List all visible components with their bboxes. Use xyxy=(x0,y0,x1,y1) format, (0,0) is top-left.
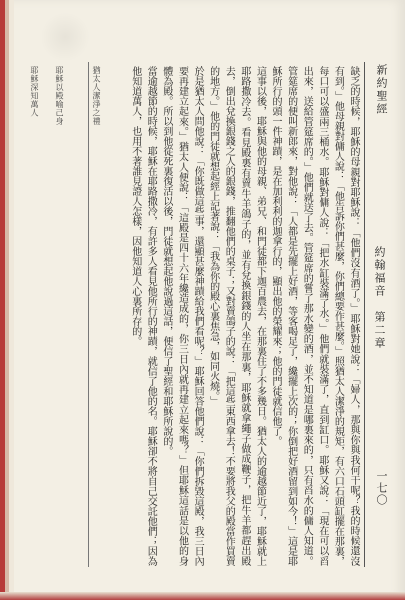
marginal-note-2: 耶穌以殿喻己身 xyxy=(55,66,64,126)
marginal-note-1: 猶太人潔淨之禮 xyxy=(92,66,101,126)
paragraph-3: 於是猶太人問他說：「你既做這些事，還顯甚麼神蹟給我們看呢？」耶穌回答他們說：「你們拆毀這殿，我三日內要再建立起來。」猶太人便說：「這殿是四十六年纔造成的，你三日內就再建立起來嗎？」但耶穌這話是以他的身體為殿。所以到他從死裏復活以後，門徒就想起他說過這話，便信了聖經和耶穌所說的。 xyxy=(160,66,204,566)
running-head-chapter: 約翰福音 第二章 xyxy=(373,246,386,350)
notes-divider xyxy=(88,62,89,567)
running-head-book: 新約聖經 xyxy=(375,64,388,116)
paragraph-2: 這事以後，耶穌與他的母親、弟兄、和門徒都下迦百農去，在那裏住了不多幾日。猶太人的逾越節近了，耶穌就上耶路撒冷去。看見殿裏有賣牛羊鴿子的，並有兌換銀錢的人坐在那裏，耶穌就拿繩子做成鞭子，把牛羊都趕出殿去，倒出兌換銀錢之人的銀錢，推翻他們的桌子；又對賣鴿子的說：「把這些東西拿去！不要將我父的殿當作買賣的地方。」他的門徒就想起經上記著說：「我為你的殿心裏焦急，如同火燒。」 xyxy=(207,66,266,566)
show-through-shadow xyxy=(40,12,90,62)
page-edge-bottom xyxy=(0,592,405,600)
paragraph-4: 當逾越節的時候，耶穌在耶路撒冷，有許多人看見他所行的神蹟，就信了他的名。耶穌卻不將自己交託他們；因為他知道萬人，也用不著誰見證人怎樣，因他知道人心裏所存的。 xyxy=(129,66,157,566)
page-edge-left xyxy=(0,0,14,600)
page-number: 一七〇 xyxy=(375,470,388,506)
header-divider xyxy=(364,62,365,567)
marginal-note-3: 耶穌深知萬人 xyxy=(30,66,39,117)
body-text xyxy=(101,66,361,566)
paragraph-1: 缺乏的時候，耶穌的母親對耶穌說：「他們沒有酒了。」耶穌對她說：「婦人，那與你與我何干呢？我的時候還沒有到。」他母親對傭人說：「他告訴你們甚麼，你們總要作甚麼。」照猶太人潔淨的規矩，有六口石頭缸擺在那裏，每口可以盛兩三桶水。耶穌對傭人說：「把水缸裝滿了水。」他們就裝滿了，直到缸口。耶穌又說：「現在可以舀出來，送給管筵席的。」他們就送了去。管筵席的嘗了那水變的酒，並不知道是哪裏來的，只有舀水的傭人知道。管筵席的便叫新郎來，對他說：「人都是先擺上好酒，等客喝足了，纔擺上次的；你倒把好酒留到如今！」這是耶穌所行的頭一件神蹟，是在加利利的迦拿行的，顯出他的榮耀來；他的門徒就信他了。 xyxy=(270,66,359,566)
